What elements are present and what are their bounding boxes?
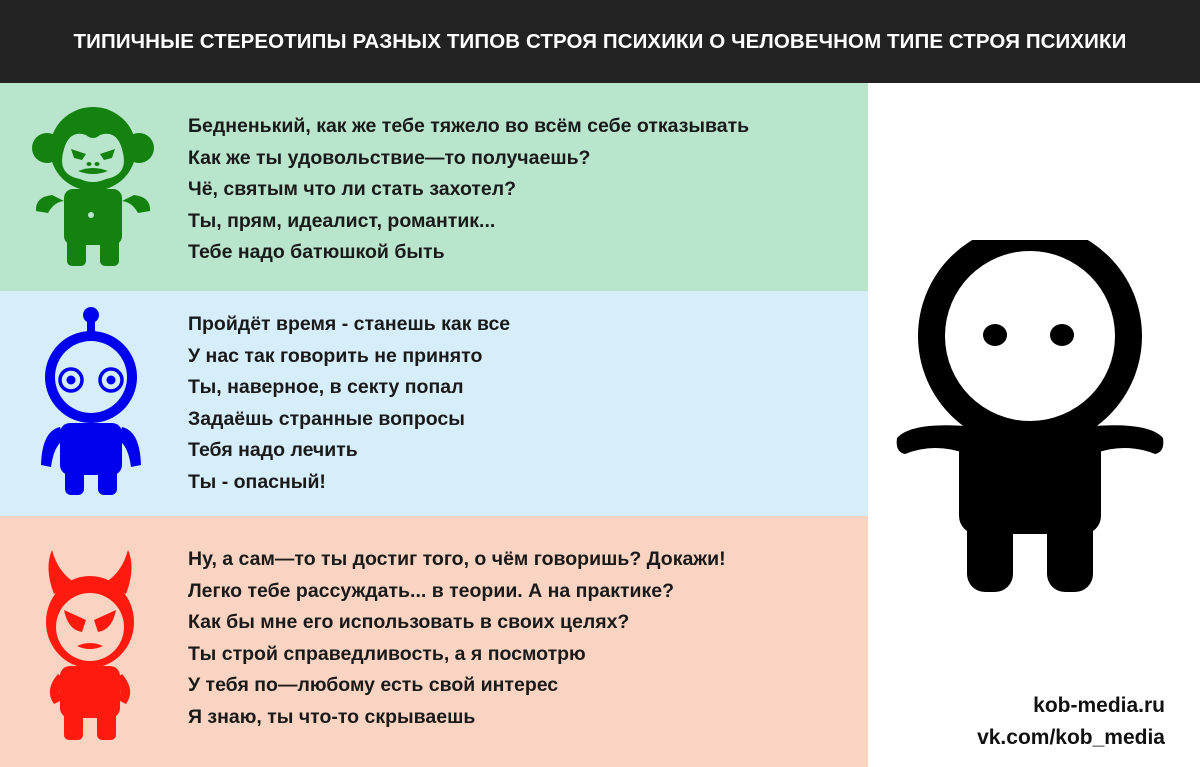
list-item: Ты строй справедливость, а я посмотрю <box>188 642 586 665</box>
list-item: Как бы мне его использовать в своих целях? <box>188 611 630 634</box>
devil-icon <box>40 548 140 750</box>
list-item: Тебе надо батюшкой быть <box>188 241 445 264</box>
list-item: Как же ты удовольствие—то получаешь? <box>188 146 591 169</box>
list-item: Ты, прям, идеалист, романтик... <box>188 209 496 232</box>
section-zombie <box>0 291 868 516</box>
stereotype-list <box>188 544 726 734</box>
section-devil <box>0 516 868 767</box>
footer-vk: vk.com/kob_media <box>977 726 1165 749</box>
list-item: Чё, святым что ли стать захотел? <box>188 178 517 201</box>
list-item: Ты - опасный! <box>188 470 326 493</box>
list-item: У нас так говорить не принято <box>188 344 483 367</box>
list-item: Я знаю, ты что-то скрываешь <box>188 705 476 728</box>
list-item: Задаёшь странные вопросы <box>188 407 465 430</box>
list-item: Ты, наверное, в секту попал <box>188 376 464 399</box>
page-title <box>0 0 1200 83</box>
stereotype-list <box>188 309 510 499</box>
page-title-text: ТИПИЧНЫЕ СТЕРЕОТИПЫ РАЗНЫХ ТИПОВ СТРОЯ ПСИХИКИ О ЧЕЛОВЕЧНОМ ТИПЕ СТРОЯ ПСИХИКИ <box>73 29 1127 53</box>
list-item: Пройдёт время - станешь как все <box>188 313 511 335</box>
zombie-icon <box>36 305 146 497</box>
list-item: Ну, а сам—то ты достиг того, о чём говоришь? Докажи! <box>188 548 726 570</box>
list-item: У тебя по—любому есть свой интерес <box>188 674 559 697</box>
monkey-icon <box>30 105 156 269</box>
footer-site: kob-media.ru <box>1033 694 1165 717</box>
list-item: Бедненький, как же тебе тяжело во всём себе отказывать <box>188 115 750 137</box>
stereotype-list <box>188 111 749 269</box>
section-animal <box>0 83 868 291</box>
human-figure-icon <box>895 240 1165 597</box>
list-item: Тебя надо лечить <box>188 439 358 462</box>
list-item: Легко тебе рассуждать... в теории. А на практике? <box>188 579 675 602</box>
